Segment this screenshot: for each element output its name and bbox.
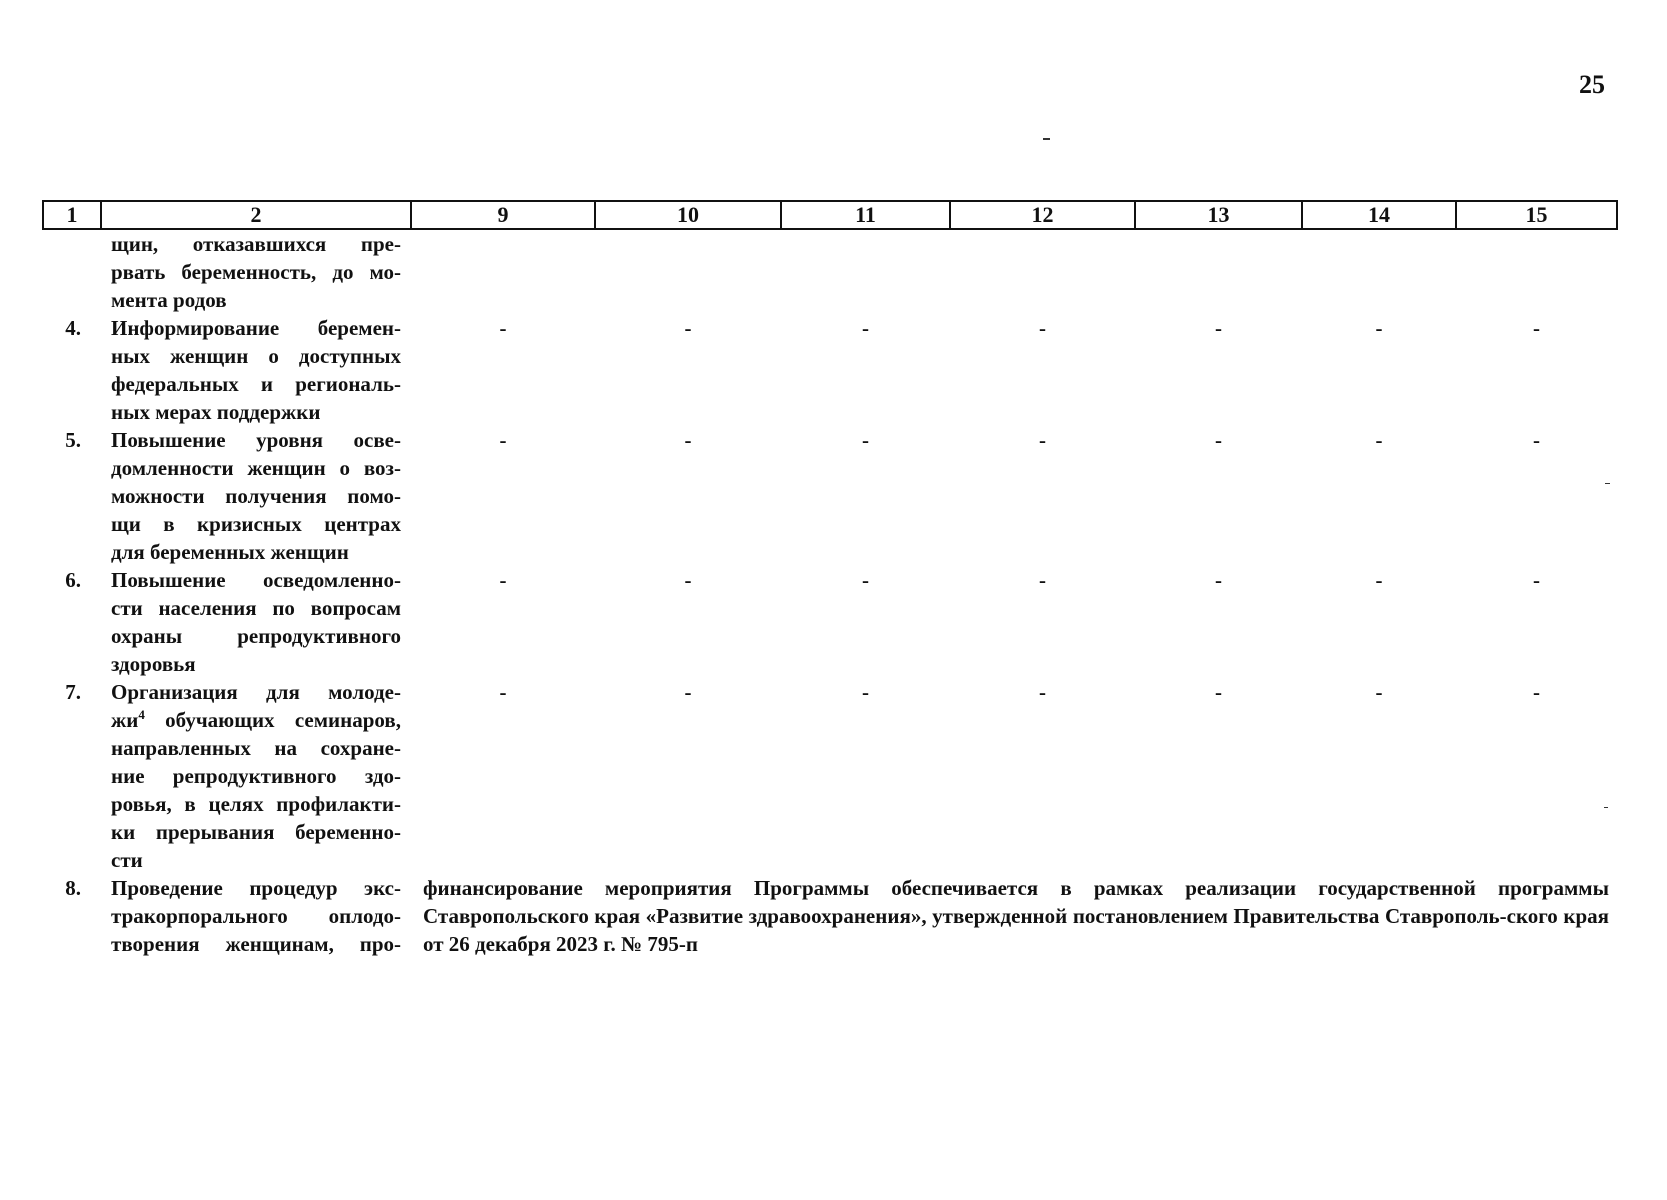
measure-name-line: Повышение осведомленно- [111, 568, 401, 592]
measure-name-line: сти [111, 848, 143, 872]
measure-name-line: щи в кризисных центрах [111, 512, 401, 536]
measure-name [101, 678, 411, 874]
measure-name [101, 314, 411, 426]
measure-name-line: для беременных женщин [111, 540, 349, 564]
value-cell: - [1039, 428, 1046, 452]
measure-name-line: ние репродуктивного здо- [111, 764, 401, 788]
row-number: 6. [65, 568, 81, 592]
column-number-header-row [43, 201, 1617, 229]
measure-name-line: домленности женщин о воз- [111, 456, 401, 480]
measure-name-line: ных мерах поддержки [111, 400, 321, 424]
header-col-14: 14 [1302, 201, 1456, 229]
value-cell [1456, 229, 1617, 314]
measure-name [101, 229, 411, 314]
table-row [43, 678, 1617, 874]
value-cell: - [862, 680, 869, 704]
value-cell: - [499, 568, 507, 592]
value-cell: - [1375, 568, 1383, 592]
value-cell [411, 229, 595, 314]
value-cell: - [1039, 316, 1046, 340]
value-cell: - [1533, 680, 1540, 704]
footnote-marker: 4 [138, 707, 145, 722]
scan-mark [1043, 138, 1050, 140]
value-cell: - [499, 428, 507, 452]
row-number: 4. [65, 316, 81, 340]
value-cell: - [1039, 568, 1046, 592]
row-number: 5. [65, 428, 81, 452]
measure-name-line: Проведение процедур экс- [111, 876, 401, 900]
row-number [43, 229, 101, 314]
value-cell: - [499, 316, 507, 340]
value-cell: - [1533, 316, 1540, 340]
measure-name-line: ных женщин о доступных [111, 344, 401, 368]
measure-name-line: ровья, в целях профилакти- [111, 792, 401, 816]
header-col-2: 2 [101, 201, 411, 229]
measure-name-line: творения женщинам, про- [111, 932, 401, 956]
table-row [43, 874, 1617, 958]
measure-name-line: ки прерывания беременно- [111, 820, 401, 844]
measure-name-line: сти населения по вопросам [111, 596, 401, 620]
value-cell [781, 229, 950, 314]
measure-name-line: Информирование беремен- [111, 316, 401, 340]
measure-name-line: Повышение уровня осве- [111, 428, 401, 452]
row-number: 8. [65, 876, 81, 900]
header-col-10: 10 [595, 201, 781, 229]
measure-name-fragment: жи [111, 708, 139, 732]
value-cell: - [1215, 428, 1222, 452]
measure-name-line [111, 706, 401, 734]
value-cell: - [684, 680, 692, 704]
value-cell: - [1375, 428, 1383, 452]
value-cell: - [684, 428, 692, 452]
row-number: 7. [65, 680, 81, 704]
measures-table [42, 200, 1618, 958]
header-col-1: 1 [43, 201, 101, 229]
value-cell [595, 229, 781, 314]
header-col-15: 15 [1456, 201, 1617, 229]
measure-name-line: направленных на сохране- [111, 736, 401, 760]
measure-name [101, 566, 411, 678]
header-col-11: 11 [781, 201, 950, 229]
measure-name-fragment: обучающих семинаров, [144, 708, 401, 732]
measure-name-line: мента родов [111, 288, 227, 312]
measure-name-line: щин, отказавшихся пре- [111, 232, 401, 256]
value-cell: - [1039, 680, 1046, 704]
measure-name-line: охраны репродуктивного [111, 624, 401, 648]
table-row [43, 426, 1617, 566]
value-cell: - [1215, 680, 1222, 704]
value-cell: - [1533, 568, 1540, 592]
value-cell: - [499, 680, 507, 704]
value-cell [1302, 229, 1456, 314]
measure-name [101, 426, 411, 566]
value-cell: - [1215, 316, 1222, 340]
value-cell: - [862, 568, 869, 592]
value-cell [950, 229, 1135, 314]
value-cell: - [1215, 568, 1222, 592]
table-row [43, 566, 1617, 678]
value-cell: - [862, 316, 869, 340]
measure-name-line: федеральных и региональ- [111, 372, 401, 396]
measure-name-line: здоровья [111, 652, 196, 676]
financing-note: финансирование мероприятия Программы обеспечивается в рамках реализации государственной программы Ставропольского края «Развитие здравоохранения», утвержденной постановлением Правительства Ставрополь-ского края от 26 декабря 2023 г. № 795-п [423, 876, 1609, 956]
value-cell: - [862, 428, 869, 452]
header-col-9: 9 [411, 201, 595, 229]
measure-name-line: тракорпорального оплодо- [111, 904, 401, 928]
value-cell: - [684, 568, 692, 592]
value-cell [1135, 229, 1302, 314]
measure-name [101, 874, 411, 958]
value-cell: - [1375, 680, 1383, 704]
measure-name-line: можности получения помо- [111, 484, 401, 508]
value-cell: - [684, 316, 692, 340]
header-col-13: 13 [1135, 201, 1302, 229]
header-col-12: 12 [950, 201, 1135, 229]
table-row [43, 229, 1617, 314]
value-cell: - [1533, 428, 1540, 452]
table-row [43, 314, 1617, 426]
value-cell: - [1375, 316, 1383, 340]
page-number: 25 [1579, 70, 1605, 99]
measure-name-line: рвать беременность, до мо- [111, 260, 401, 284]
measure-name-line: Организация для молоде- [111, 680, 401, 704]
